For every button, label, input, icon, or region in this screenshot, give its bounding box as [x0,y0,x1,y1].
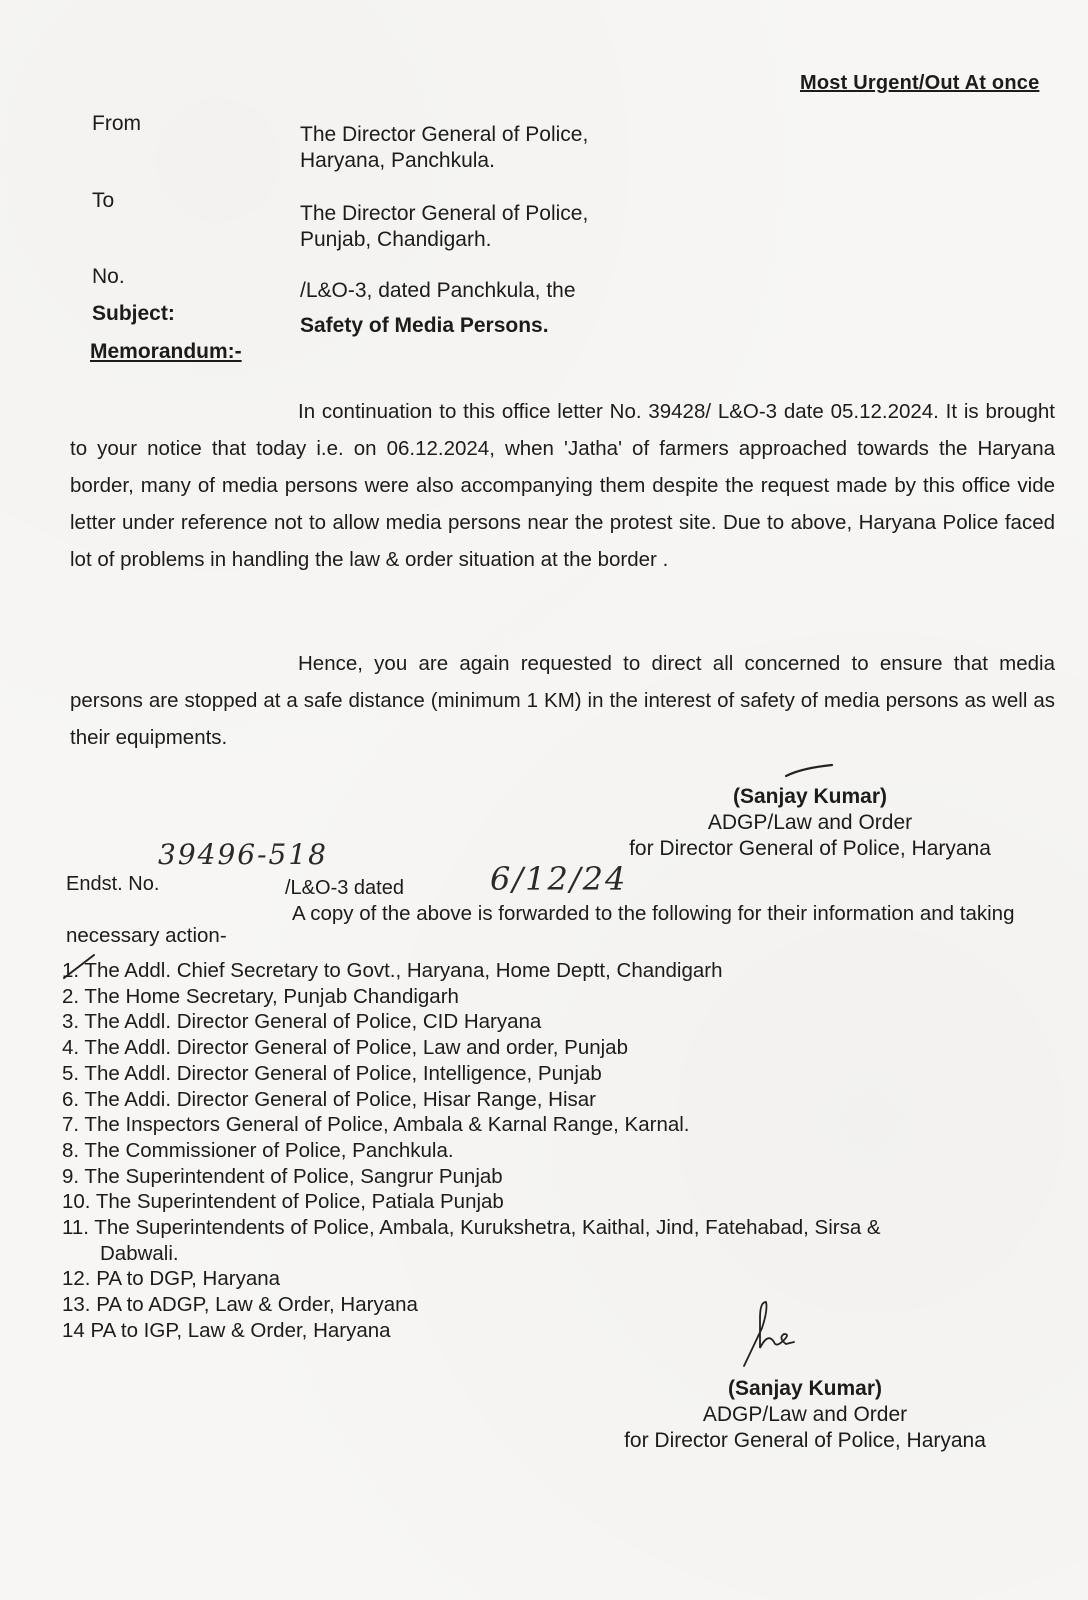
handwritten-date: 6/12/24 [490,860,628,898]
memorandum-label: Memorandum:- [90,340,242,363]
signatory-name: (Sanjay Kumar) [727,1377,883,1400]
recipient-item-continuation: Dabwali. [100,1241,179,1265]
subject-label: Subject: [92,302,175,325]
recipient-item: 4. The Addl. Director General of Police, Law and order, Punjab [62,1036,628,1060]
from-line-2: Haryana, Panchkula. [300,149,495,172]
recipient-item: 5. The Addl. Director General of Police, Intelligence, Punjab [62,1061,602,1085]
recipient-item: 14 PA to IGP, Law & Order, Haryana [62,1318,391,1342]
endorsement-ref: /L&O-3 dated [285,877,404,899]
recipient-item: 7. The Inspectors General of Police, Ambala & Karnal Range, Karnal. [62,1113,690,1137]
recipient-item: 8. The Commissioner of Police, Panchkula. [62,1138,454,1162]
endorsement-label: Endst. No. [66,873,160,895]
to-address [300,201,588,253]
recipient-item-text: 11. The Superintendents of Police, Ambala, Kurukshetra, Kaithal, Jind, Fatehabad, Sirsa & [62,1216,881,1240]
number-value: /L&O-3, dated Panchkula, the [300,279,576,302]
from-label: From [92,112,141,135]
priority-marking: Most Urgent/Out At once [800,72,1040,94]
recipient-item: 10. The Superintendent of Police, Patiala Punjab [62,1190,504,1214]
signature-block-2 [590,1376,1020,1454]
forwarding-note: A copy of the above is forwarded to the following for their information and taking necessary action- [66,902,1015,947]
recipient-item: 12. PA to DGP, Haryana [62,1267,281,1291]
tick-mark-icon [60,952,100,982]
body-paragraph-1: In continuation to this office letter No. 39428/ L&O-3 date 05.12.2024. It is brought to your notice that today i.e. on 06.12.2024, when 'Jatha' of farmers approached towards the Haryana border, many of media persons were also accompanying them despite the request made by this office vide letter under reference not to allow media persons near the protest site. Due to above, Haryana Police faced lot of problems in handling the law & order situation at the border . [70,400,1055,571]
to-line-2: Punjab, Chandigarh. [300,228,492,251]
recipient-item-11 [62,1215,881,1266]
signatory-name: (Sanjay Kumar) [732,785,888,808]
to-line-1: The Director General of Police, [300,202,589,225]
recipient-item: 13. PA to ADGP, Law & Order, Haryana [62,1293,418,1317]
subject-value: Safety of Media Persons. [300,314,549,337]
recipient-list [62,958,881,1344]
recipient-item: 9. The Superintendent of Police, Sangrur Punjab [62,1164,503,1188]
recipient-item: 1. The Addl. Chief Secretary to Govt., Haryana, Home Deptt, Chandigarh [62,959,723,982]
from-line-1: The Director General of Police, [300,123,589,146]
signatory-designation: ADGP/Law and Order [707,811,913,834]
signatory-on-behalf: for Director General of Police, Haryana [629,837,991,860]
from-address [300,122,588,174]
body-paragraph-2: Hence, you are again requested to direct all concerned to ensure that media persons are stopped at a safe distance (minimum 1 KM) in the interest of safety of media persons as well as their equipments. [70,652,1055,749]
recipient-item: 6. The Addi. Director General of Police, Hisar Range, Hisar [62,1087,597,1111]
signature-stroke-icon [782,760,838,782]
signatory-designation: ADGP/Law and Order [702,1403,908,1426]
recipient-item: 2. The Home Secretary, Punjab Chandigarh [62,984,459,1008]
recipient-item: 3. The Addl. Director General of Police, CID Haryana [62,1010,542,1034]
signature-icon [738,1298,798,1370]
number-label: No. [92,265,125,288]
handwritten-endorsement-number: 39496-518 [158,838,328,871]
signatory-on-behalf: for Director General of Police, Haryana [624,1429,986,1452]
signature-block-1 [600,784,1020,862]
to-label: To [92,189,115,212]
